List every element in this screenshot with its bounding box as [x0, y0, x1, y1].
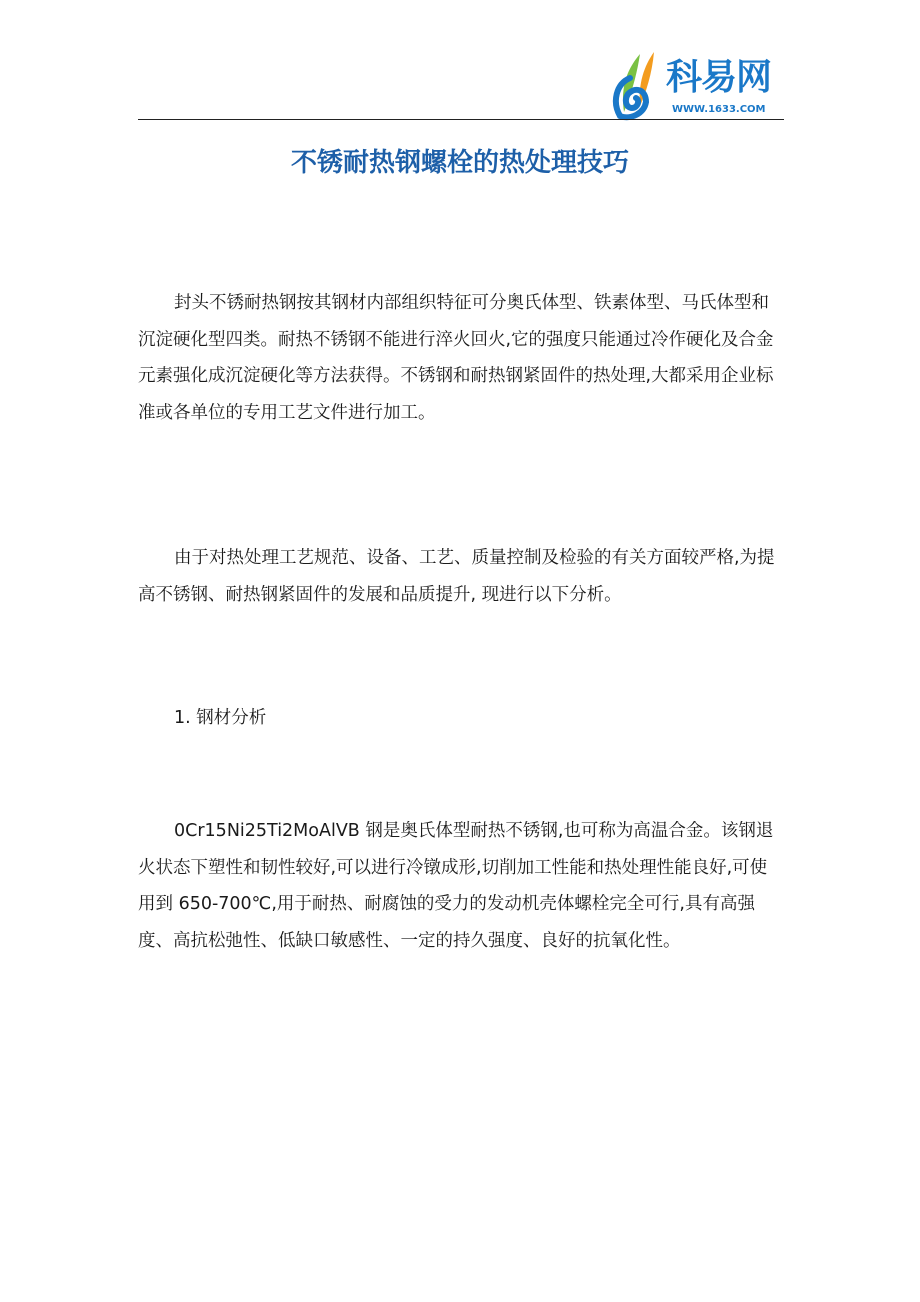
paragraph-intro: 封头不锈耐热钢按其钢材内部组织特征可分奥氏体型、铁素体型、马氏体型和沉淀硬化型四类。耐热不锈钢不能进行淬火回火,它的强度只能通过冷作硬化及合金元素强化成沉淀硬化等方法获得。不锈钢和耐热钢紧固件的热处理,大都采用企业标准或各单位的专用工艺文件进行加工。 — [138, 293, 774, 423]
logo-leaf-icon — [610, 50, 672, 122]
document-title: 不锈耐热钢螺栓的热处理技巧 — [290, 148, 629, 178]
logo-name: 科易网 — [666, 57, 772, 98]
site-logo[interactable] — [610, 50, 782, 122]
paragraph-steel-analysis: 0Cr15Ni25Ti2MoAlVB 钢是奥氏体型耐热不锈钢,也可称为高温合金。该钢退火状态下塑性和韧性较好,可以进行冷镦成形,切削加工性能和热处理性能良好,可使用到 650-700℃,用于耐热、耐腐蚀的受力的发动机壳体螺栓完全可行,具有高强度、高抗松弛性、低缺口敏感性、一定的持久强度、良好的抗氧化性。 — [138, 821, 774, 951]
header-divider — [138, 119, 784, 120]
page-header — [138, 40, 784, 120]
section-heading-steel-analysis: 1. 钢材分析 — [174, 708, 267, 728]
logo-url: WWW.1633.COM — [672, 104, 766, 115]
paragraph-purpose: 由于对热处理工艺规范、设备、工艺、质量控制及检验的有关方面较严格,为提高不锈钢、耐热钢紧固件的发展和品质提升, 现进行以下分析。 — [138, 548, 775, 605]
